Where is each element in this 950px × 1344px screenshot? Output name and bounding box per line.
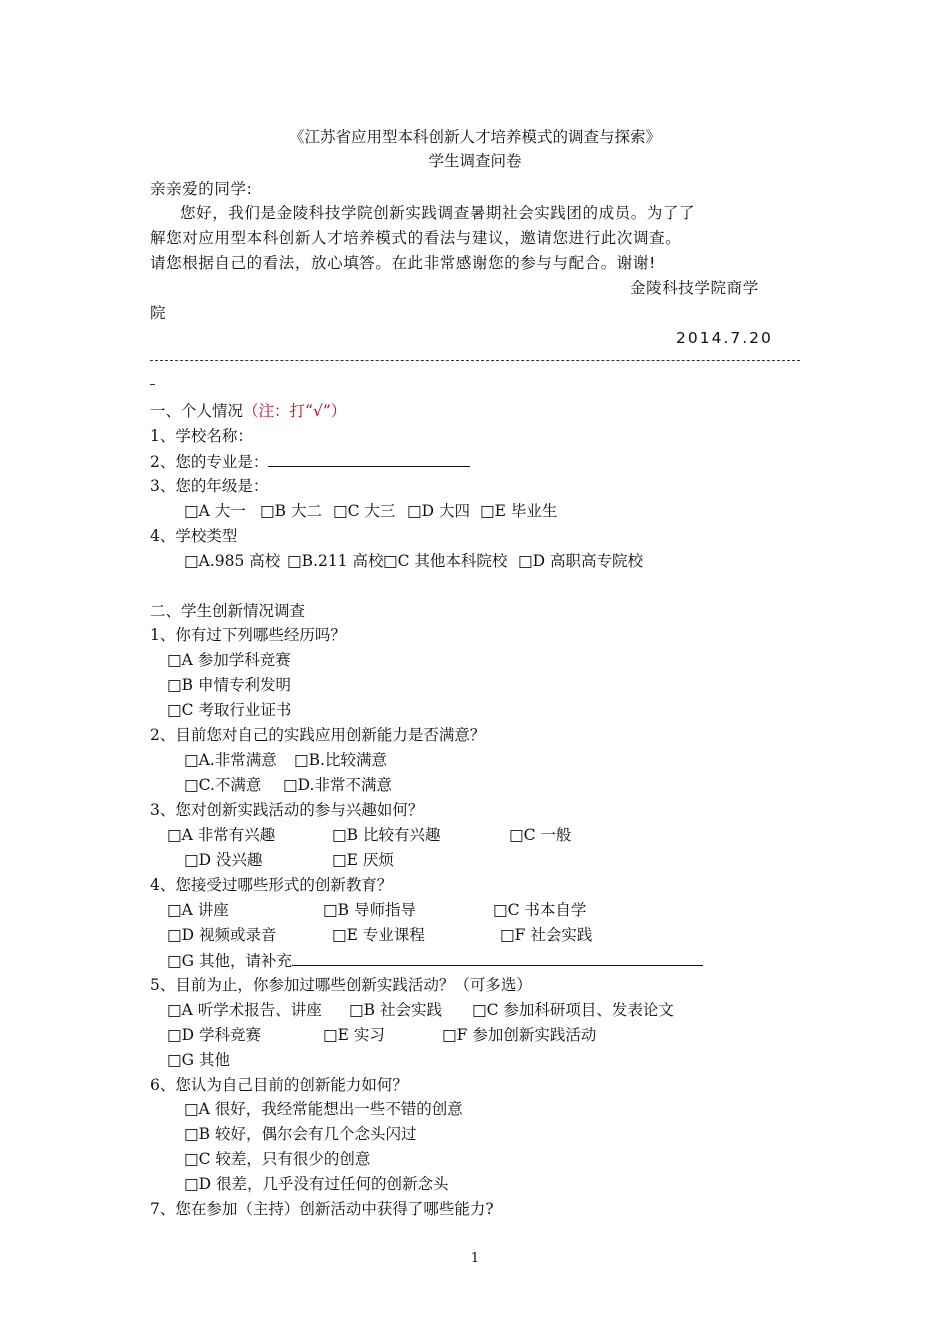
section2-heading: 二、学生创新情况调查 [150,602,306,620]
checkbox-option[interactable]: □B 大二 [260,502,322,520]
checkbox-option[interactable]: □D 很差，几乎没有过任何的创新念头 [184,1175,449,1193]
dashed-divider [150,360,800,361]
checkbox-option[interactable]: □A.985 高校 [184,552,281,570]
checkbox-option[interactable]: □C 考取行业证书 [167,701,292,719]
s1-question-2-text: 2、您的专业是： [150,453,269,471]
section1-heading-text: 一、个人情况 [150,402,244,420]
checkbox-option[interactable]: □E 实习 [323,1026,385,1044]
checkbox-option[interactable]: □A 听学术报告、讲座 [167,1001,322,1019]
checkbox-option[interactable]: □B 比较有兴趣 [332,826,441,844]
checkbox-option[interactable]: □F 社会实践 [500,926,593,944]
checkbox-option[interactable]: □B 导师指导 [323,901,416,919]
s2-question-4: 4、您接受过哪些形式的创新教育？ [150,876,393,894]
greeting: 亲亲爱的同学: [150,180,253,198]
checkbox-option[interactable]: □D 大四 [407,502,470,520]
section1-note: （注：打“√”） [243,402,347,420]
checkbox-option[interactable]: □C.不满意 [184,776,262,794]
s2-question-1: 1、你有过下列哪些经历吗？ [150,626,346,644]
signature-line-1: 金陵科技学院商学 [630,279,759,297]
checkbox-option[interactable]: □B.211 高校 [287,552,384,570]
checkbox-option[interactable]: □F 参加创新实践活动 [442,1026,597,1044]
document-subtitle: 学生调查问卷 [428,152,522,170]
dashed-divider-tail [150,384,155,385]
checkbox-option[interactable]: □D 高职高专院校 [518,552,643,570]
checkbox-option[interactable]: □A 讲座 [167,901,229,919]
s2-question-6: 6、您认为自己目前的创新能力如何？ [150,1076,408,1094]
s1-question-4: 4、学校类型 [150,527,238,545]
checkbox-option[interactable]: □C 较差，只有很少的创意 [184,1150,371,1168]
checkbox-option[interactable]: □C 其他本科院校 [383,552,508,570]
checkbox-option[interactable]: □B 较好，偶尔会有几个念头闪过 [184,1125,417,1143]
s2-question-3: 3、您对创新实践活动的参与兴趣如何？ [150,801,424,819]
checkbox-option[interactable]: □D 视频或录音 [167,926,277,944]
checkbox-option[interactable]: □C 大三 [333,502,396,520]
checkbox-option[interactable]: □C 书本自学 [493,901,587,919]
s1-question-1: 1、学校名称： [150,427,253,445]
checkbox-option[interactable]: □C 一般 [509,826,572,844]
checkbox-option[interactable]: □D 没兴趣 [184,851,263,869]
date: 2014.7.20 [676,329,773,347]
checkbox-option[interactable]: □G 其他 [167,1051,230,1069]
signature-line-2: 院 [150,304,167,322]
checkbox-option[interactable]: □A 参加学科竞赛 [167,651,291,669]
checkbox-option[interactable]: □D 学科竞赛 [167,1026,261,1044]
other-answer-line[interactable] [292,950,703,966]
checkbox-option[interactable]: □E 毕业生 [480,502,558,520]
checkbox-option[interactable]: □A 非常有兴趣 [167,826,276,844]
s2-question-5: 5、目前为止，你参加过哪些创新实践活动？（可多选） [150,976,532,994]
section1-heading [150,401,346,421]
page-number: 1 [470,1251,480,1266]
checkbox-option[interactable]: □A 大一 [184,502,246,520]
checkbox-option[interactable]: □A 很好，我经常能想出一些不错的创意 [184,1100,463,1118]
checkbox-option[interactable]: □A.非常满意 [184,751,277,769]
checkbox-option[interactable]: □B 申情专利发明 [167,676,291,694]
document-title: 《江苏省应用型本科创新人才培养模式的调查与探索》 [288,128,661,146]
s1-question-2 [150,451,470,472]
checkbox-option[interactable]: □C 参加科研项目、发表论文 [472,1001,674,1019]
checkbox-option[interactable]: □D.非常不满意 [283,776,392,794]
s2-question-2: 2、目前您对自己的实践应用创新能力是否满意？ [150,726,486,744]
checkbox-option[interactable]: □G 其他，请补充 [167,952,292,970]
major-answer-line[interactable] [268,451,470,467]
intro-line-3: 请您根据自己的看法，放心填答。在此非常感谢您的参与与配合。谢谢! [150,254,656,272]
checkbox-option[interactable]: □B 社会实践 [349,1001,442,1019]
s2-q4-other [167,950,703,971]
s1-question-3: 3、您的年级是： [150,477,269,495]
checkbox-option[interactable]: □B.比较满意 [294,751,387,769]
checkbox-option[interactable]: □E 厌烦 [332,851,394,869]
checkbox-option[interactable]: □E 专业课程 [332,926,425,944]
s2-question-7: 7、您在参加（主持）创新活动中获得了哪些能力? [150,1200,494,1218]
intro-line-1: 您好，我们是金陵科技学院创新实践调查暑期社会实践团的成员。为了了 [180,204,696,222]
intro-line-2: 解您对应用型本科创新人才培养模式的看法与建议，邀请您进行此次调查。 [150,229,682,247]
